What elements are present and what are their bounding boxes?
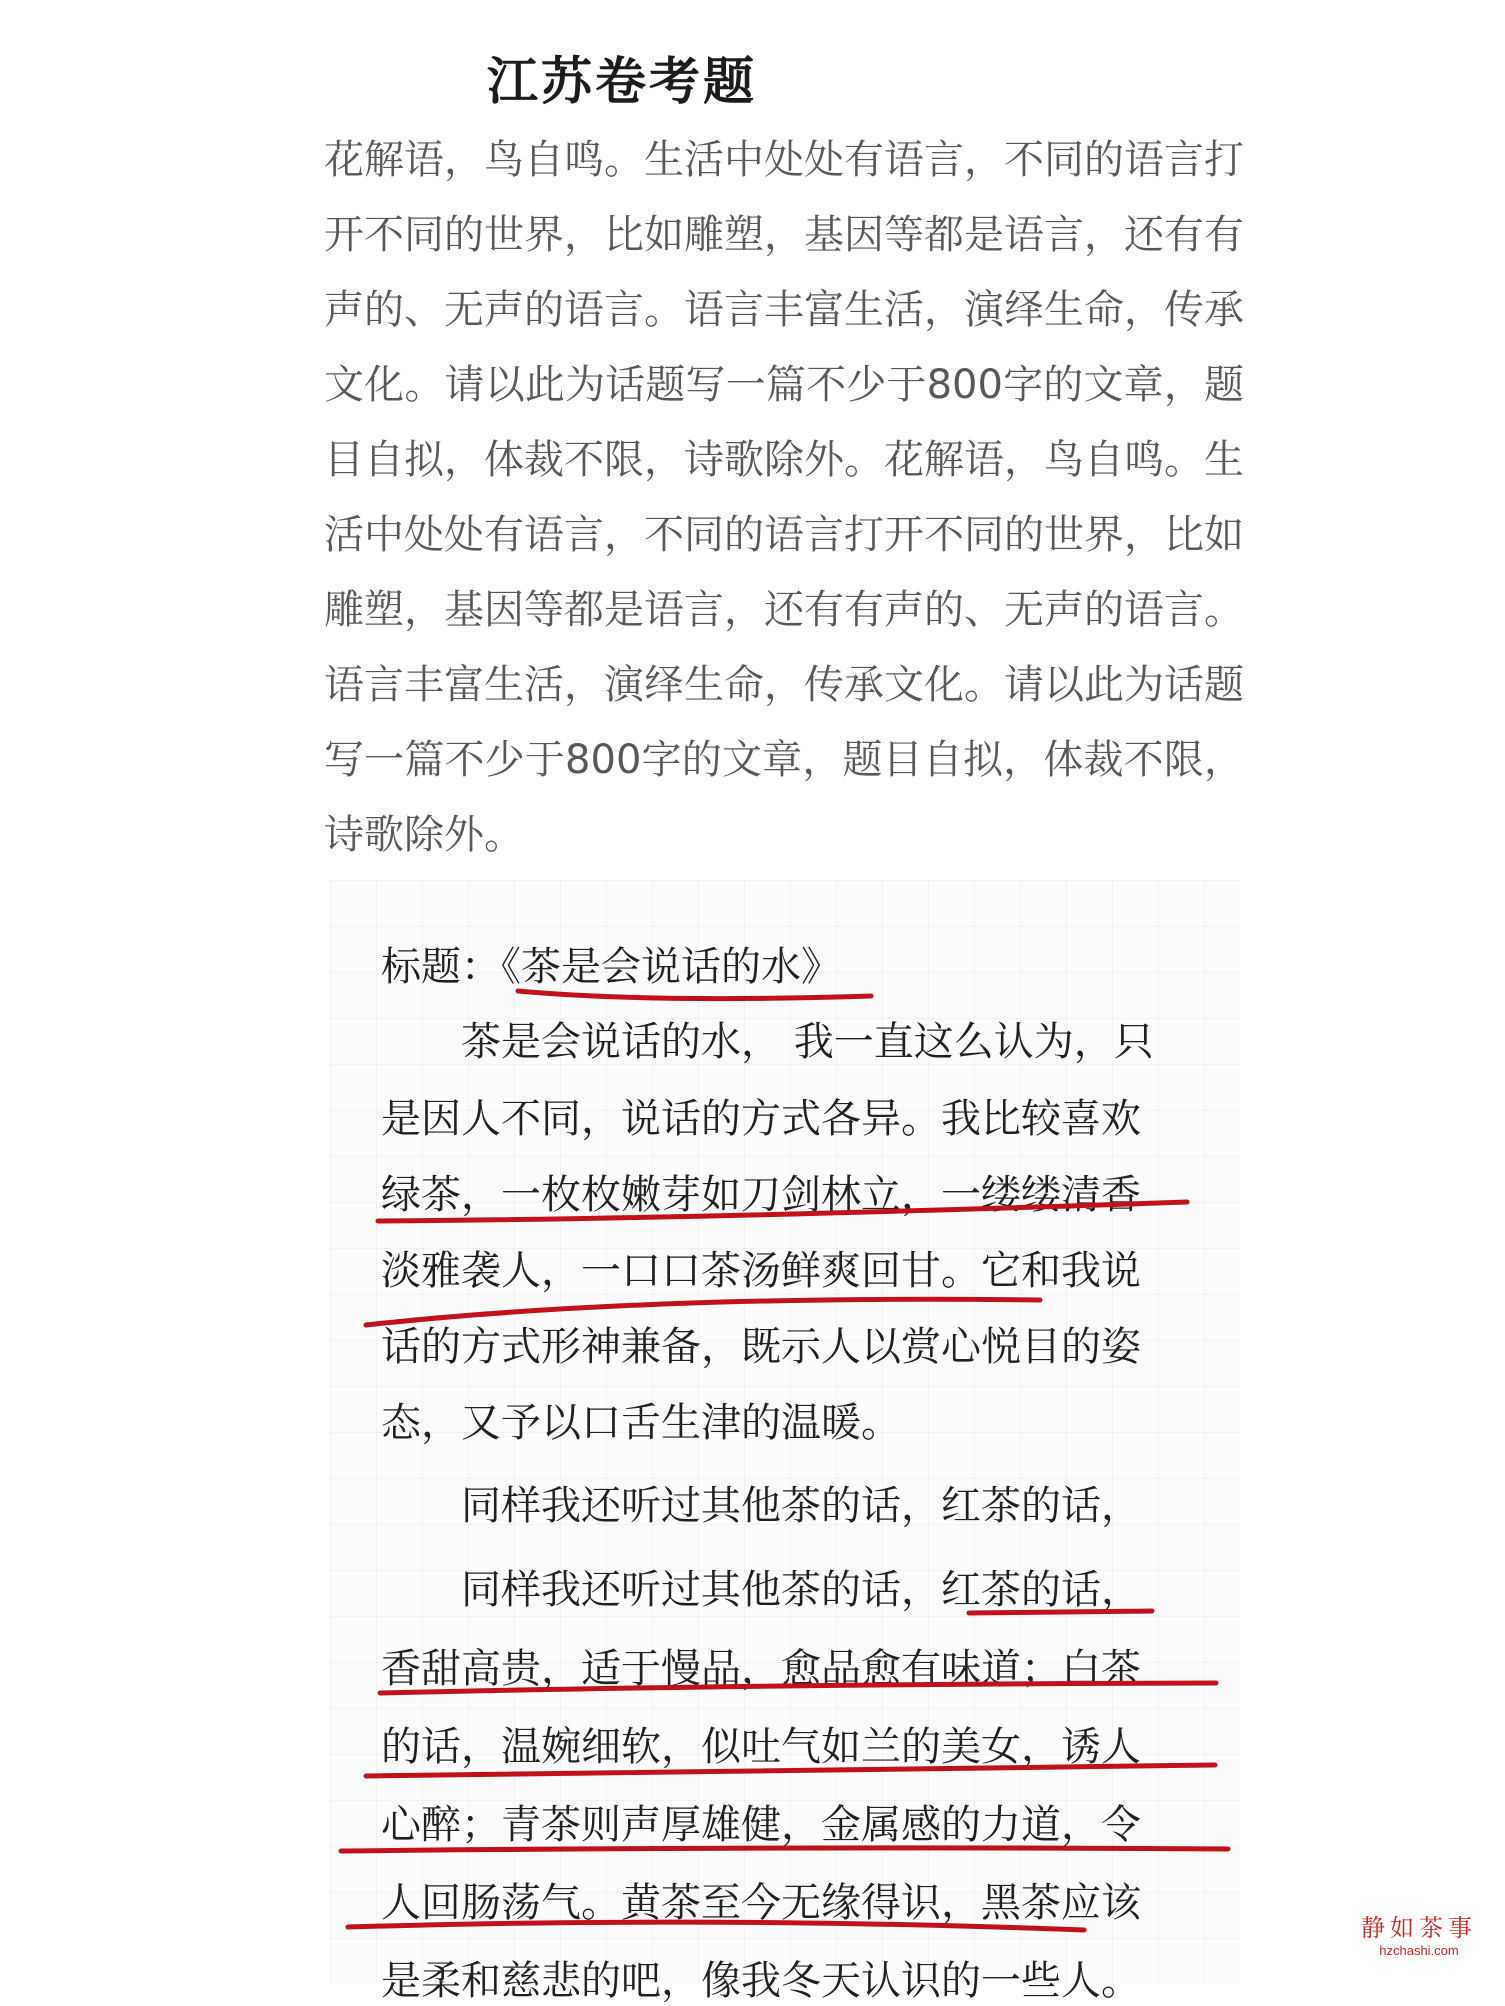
exam-title: 江苏卷考题: [487, 53, 758, 112]
essay-line: 淡雅袭人，一口口茶汤鲜爽回甘。它和我说: [381, 1248, 1141, 1294]
site-watermark: [1361, 1908, 1477, 1958]
watermark-logo-text: 静如茶事: [1361, 1914, 1477, 1942]
essay-line: 的话，温婉细软，似吐气如兰的美女，诱人: [381, 1724, 1141, 1770]
watermark-url: hzchashi.com: [1379, 1943, 1459, 1958]
essay-line: 是柔和慈悲的吧，像我冬天认识的一些人。: [381, 1958, 1141, 2004]
essay-line: 心醉；青茶则声厚雄健，金属感的力道，令: [381, 1802, 1141, 1848]
essay-line: 茶是会说话的水， 我一直这么认为，只: [381, 1019, 1154, 1065]
essay-line: 是因人不同，说话的方式各异。我比较喜欢: [381, 1096, 1141, 1142]
essay-line: 同样我还听过其他茶的话，红茶的话，: [381, 1567, 1141, 1613]
essay-line: 人回肠荡气。黄茶至今无缘得识，黑茶应该: [381, 1880, 1141, 1926]
essay-title: 标题：《茶是会说话的水》: [381, 944, 841, 990]
essay-line: 话的方式形神兼备，既示人以赏心悦目的姿: [381, 1324, 1141, 1370]
essay-line: 绿茶，一枚枚嫩芽如刀剑林立，一缕缕清香: [381, 1172, 1141, 1218]
essay-line: 态，又予以口舌生津的温暖。: [381, 1400, 901, 1446]
essay-line: 同样我还听过其他茶的话，红茶的话，: [381, 1483, 1141, 1529]
essay-line: 香甜高贵，适于慢品，愈品愈有味道；白茶: [381, 1646, 1141, 1692]
exam-prompt: 花解语，鸟自鸣。生活中处处有语言，不同的语言打开不同的世界，比如雕塑，基因等都是语言，还有有声的、无声的语言。语言丰富生活，演绎生命，传承文化。请以此为话题写一篇不少于800字的文章，题目自拟，体裁不限，诗歌除外。花解语，鸟自鸣。生活中处处有语言，不同的语言打开不同的世界，比如雕塑，基因等都是语言，还有有声的、无声的语言。语言丰富生活，演绎生命，传承文化。请以此为话题写一篇不少于800字的文章，题目自拟，体裁不限，诗歌除外。: [324, 137, 1244, 858]
